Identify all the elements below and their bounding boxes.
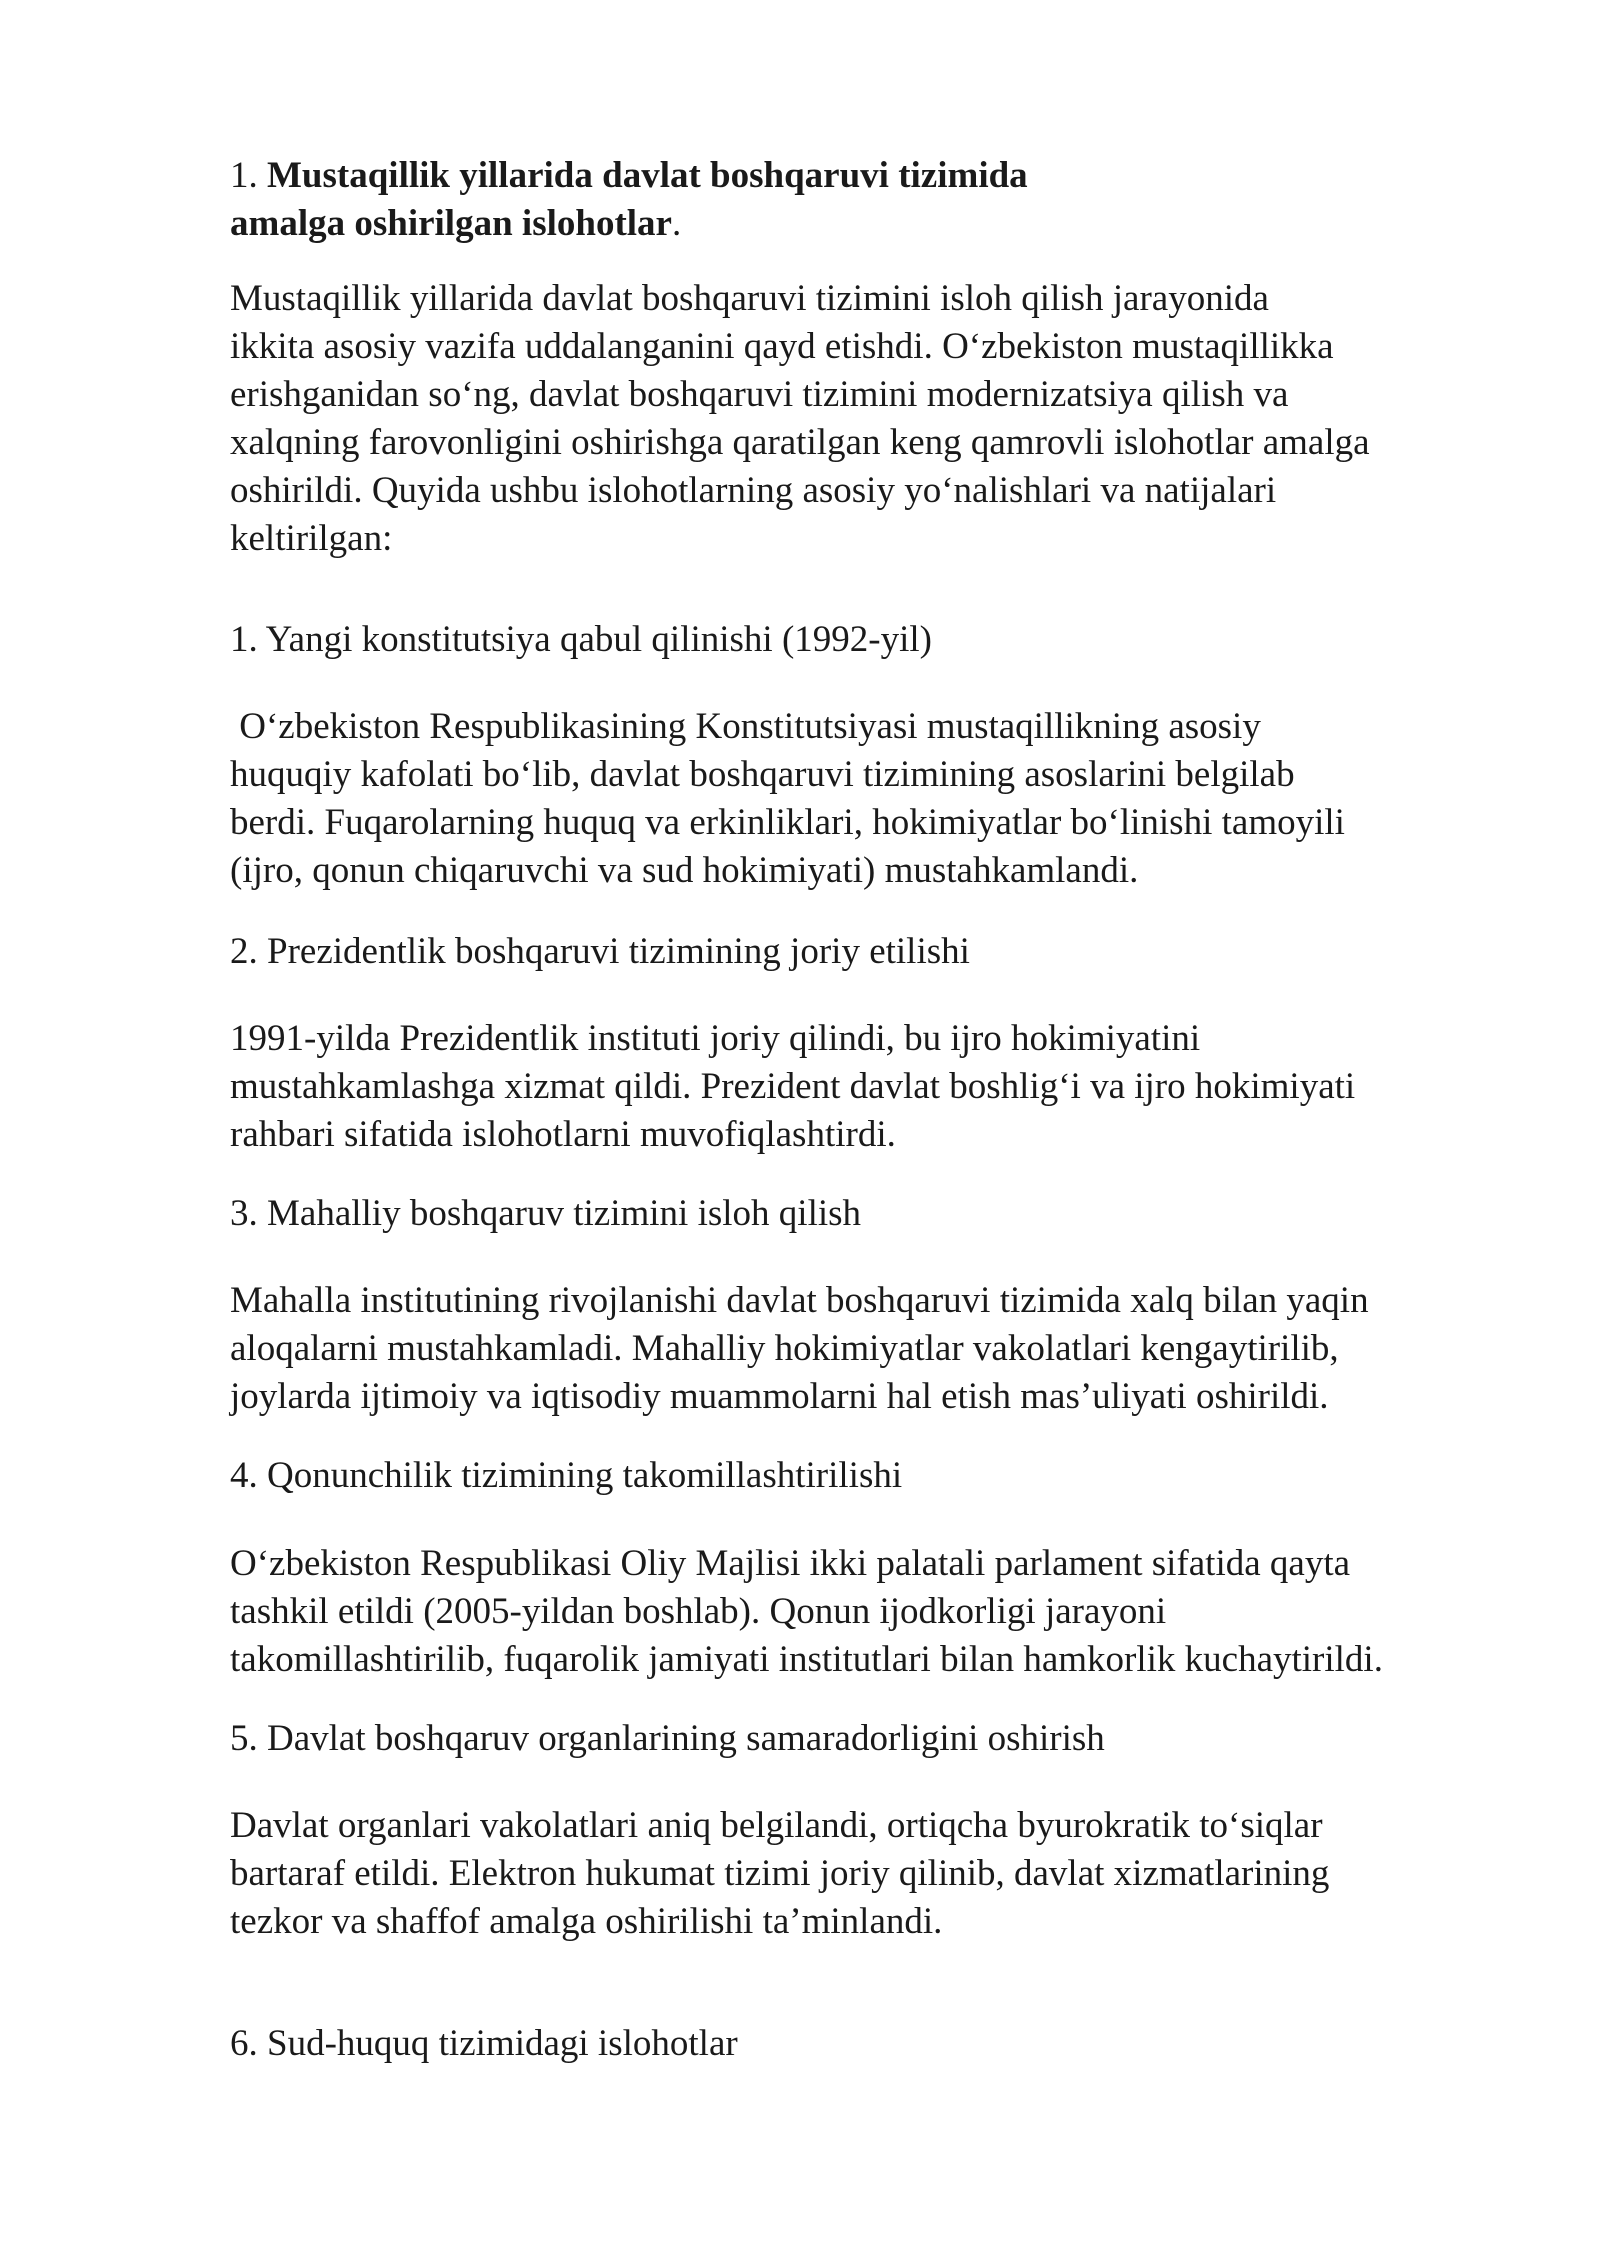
section-body-1: [230, 703, 1520, 895]
paragraph-line: oshirildi. Quyida ushbu islohotlarning asosiy yo‘nalishlari va natijalari: [230, 470, 1277, 511]
paragraph-line: Davlat organlari vakolatlari aniq belgilandi, ortiqcha byurokratik to‘siqlar: [230, 1805, 1323, 1846]
title-number: 1.: [230, 155, 258, 196]
paragraph-line: O‘zbekiston Respublikasining Konstitutsiyasi mustaqillikning asosiy: [230, 706, 1261, 747]
paragraph-line: Mahalla institutining rivojlanishi davlat boshqaruvi tizimida xalq bilan yaqin: [230, 1280, 1369, 1321]
paragraph-line: bartaraf etildi. Elektron hukumat tizimi joriy qilinib, davlat xizmatlarining: [230, 1853, 1330, 1894]
section-title: Mahalliy boshqaruv tizimini isloh qilish: [257, 1193, 862, 1234]
paragraph-line: takomillashtirilib, fuqarolik jamiyati institutlari bilan hamkorlik kuchaytirildi.: [230, 1639, 1383, 1680]
section-heading-2: [230, 928, 1520, 976]
section-body-2: [230, 1015, 1520, 1159]
title-text-line-2: amalga oshirilgan islohotlar: [230, 203, 672, 244]
paragraph-line: joylarda ijtimoiy va iqtisodiy muammolarni hal etish mas’uliyati oshirildi.: [230, 1376, 1329, 1417]
paragraph-line: tashkil etildi (2005-yildan boshlab). Qonun ijodkorligi jarayoni: [230, 1591, 1167, 1632]
paragraph-line: (ijro, qonun chiqaruvchi va sud hokimiyati) mustahkamlandi.: [230, 850, 1139, 891]
title-line-1: [230, 152, 1520, 200]
section-heading-5: 5. Davlat boshqaruv organlarining samaradorligini oshirish: [230, 1718, 1105, 1759]
paragraph-line: mustahkamlashga xizmat qildi. Prezident davlat boshlig‘i va ijro hokimiyati: [230, 1066, 1356, 1107]
section-title: Prezidentlik boshqaruvi tizimining joriy etilishi: [257, 931, 970, 972]
paragraph-line: xalqning farovonligini oshirishga qaratilgan keng qamrovli islohotlar amalga: [230, 422, 1370, 463]
title-end-period: .: [671, 203, 682, 244]
paragraph-line: ikkita asosiy vazifa uddalanganini qayd etishdi. O‘zbekiston mustaqillikka: [230, 326, 1334, 367]
paragraph-line: erishganidan so‘ng, davlat boshqaruvi tizimini modernizatsiya qilish va: [230, 374, 1289, 415]
section-heading-4: 4. Qonunchilik tizimining takomillashtirilishi: [230, 1455, 903, 1496]
section-heading-3: [230, 1190, 1520, 1238]
paragraph-line: rahbari sifatida islohotlarni muvofiqlashtirdi.: [230, 1114, 896, 1155]
title-text-line-1: Mustaqillik yillarida davlat boshqaruvi tizimida: [267, 155, 1028, 196]
paragraph-line: 1991-yilda Prezidentlik instituti joriy qilindi, bu ijro hokimiyatini: [230, 1018, 1201, 1059]
paragraph-line: Mustaqillik yillarida davlat boshqaruvi tizimini isloh qilish jarayonida: [230, 278, 1269, 319]
intro-paragraph: [230, 275, 1520, 563]
paragraph-line: tezkor va shaffof amalga oshirilishi ta’minlandi.: [230, 1901, 943, 1942]
title-line-2: [230, 200, 1520, 248]
paragraph-line: aloqalarni mustahkamladi. Mahalliy hokimiyatlar vakolatlari kengaytirilib,: [230, 1328, 1339, 1369]
section-heading-1: 1. Yangi konstitutsiya qabul qilinishi (1992-yil): [230, 619, 932, 660]
section-body-4: [230, 1540, 1520, 1684]
paragraph-line: berdi. Fuqarolarning huquq va erkinliklari, hokimiyatlar bo‘linishi tamoyili: [230, 802, 1345, 843]
paragraph-line: huquqiy kafolati bo‘lib, davlat boshqaruvi tizimining asoslarini belgilab: [230, 754, 1295, 795]
section-number: 3.: [230, 1193, 258, 1234]
paragraph-line: keltirilgan:: [230, 518, 393, 559]
section-number: 2.: [230, 931, 258, 972]
document-title: [230, 152, 1520, 248]
paragraph-line: O‘zbekiston Respublikasi Oliy Majlisi ikki palatali parlament sifatida qayta: [230, 1543, 1351, 1584]
section-body-3: [230, 1277, 1520, 1421]
section-heading-6: 6. Sud-huquq tizimidagi islohotlar: [230, 2023, 738, 2064]
section-body-5: [230, 1802, 1520, 1946]
